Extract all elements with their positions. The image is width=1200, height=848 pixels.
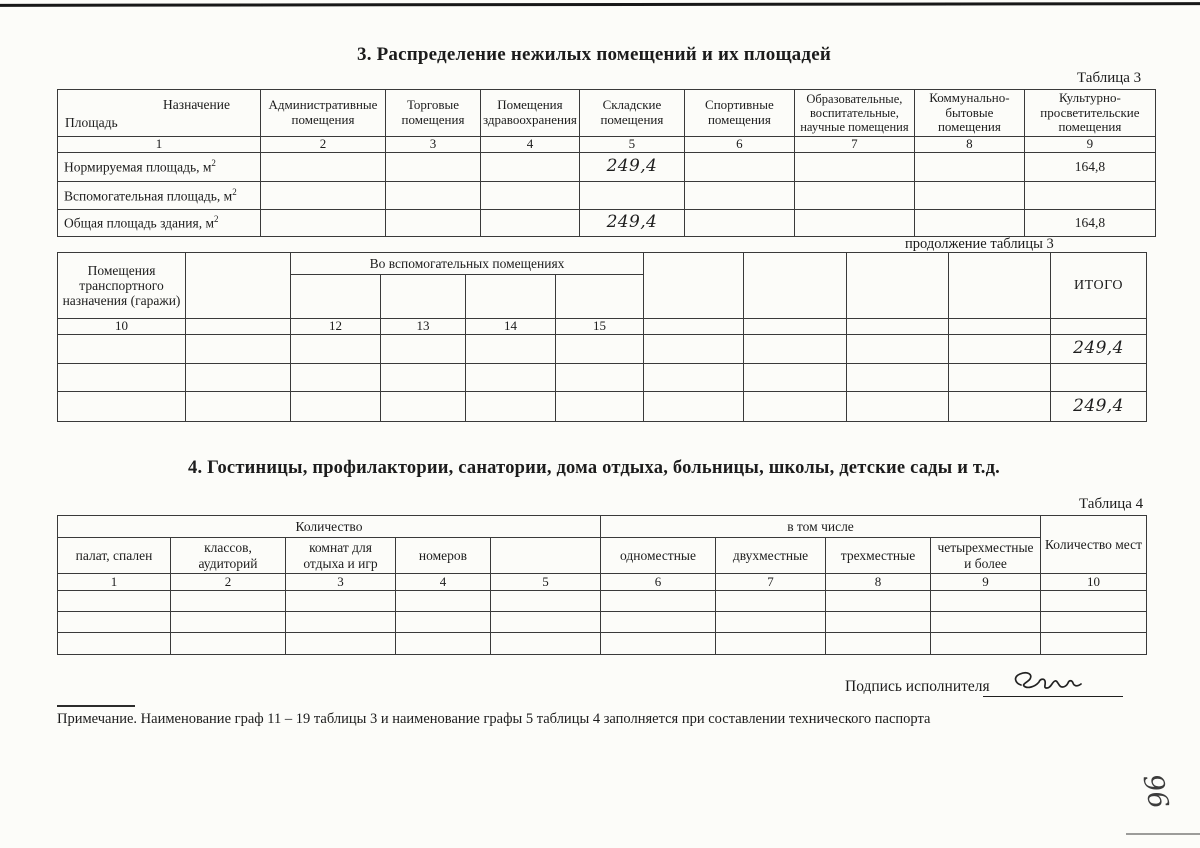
aux-sub-cell	[291, 275, 381, 319]
empty-cell	[481, 152, 580, 181]
empty-cell	[261, 209, 386, 236]
value-kulturno: 164,8	[1024, 152, 1155, 181]
col-number: 8	[826, 574, 931, 591]
col-header-wards: палат, спален	[58, 538, 171, 574]
value-kulturno	[1024, 181, 1155, 209]
signature-field	[983, 668, 1123, 697]
empty-cell	[847, 392, 949, 422]
table3-header-row	[58, 90, 1156, 137]
empty-cell	[684, 181, 794, 209]
empty-cell	[556, 335, 644, 364]
table3-row-obshchaya	[58, 209, 1156, 236]
empty-cell	[58, 591, 171, 612]
table3b-body-row	[58, 364, 1147, 392]
table3-continuation-label: продолжение таблицы 3	[905, 236, 1054, 252]
corner-label-ploshchad: Площадь	[65, 114, 118, 130]
col-header-cultural: Культурно-просветительские помещения	[1024, 90, 1155, 137]
col-number: 10	[58, 319, 186, 335]
row-label-text: Нормируемая площадь, м	[64, 159, 212, 175]
section4-title: 4. Гостиницы, профилактории, санатории, дома отдыха, больницы, школы, детские сады и т.д.	[188, 458, 1000, 478]
col-number: 2	[171, 574, 286, 591]
aux-sub-cell	[556, 275, 644, 319]
empty-cell	[914, 209, 1024, 236]
col-number: 5	[491, 574, 601, 591]
col-number: 3	[386, 137, 481, 153]
empty-cell	[949, 392, 1051, 422]
signature-scribble	[1007, 669, 1091, 695]
section3-title: 3. Распределение нежилых помещений и их площадей	[357, 44, 831, 65]
empty-cell	[58, 612, 171, 633]
col-header-administrative: Административные помещения	[261, 90, 386, 137]
value-itogo-handwritten: 249,4	[1051, 392, 1147, 422]
empty-cell	[914, 181, 1024, 209]
footnote-divider	[57, 705, 135, 707]
table4-body-row	[58, 612, 1147, 633]
corner-label-naznachenie: Назначение	[163, 97, 230, 112]
empty-cell	[847, 364, 949, 392]
scan-edge-artifact-top	[0, 2, 1200, 7]
col-number: 14	[466, 319, 556, 335]
table3-number-row	[58, 137, 1156, 153]
col-number: 6	[684, 137, 794, 153]
empty-cell	[744, 335, 847, 364]
table3-label: Таблица 3	[1077, 70, 1142, 86]
aux-sub-cell	[466, 275, 556, 319]
empty-cell	[794, 209, 914, 236]
group-header-v-tom-chisle: в том числе	[601, 516, 1041, 538]
empty-cell	[171, 612, 286, 633]
row-label-sup: 2	[211, 158, 216, 169]
empty-cell	[286, 633, 396, 655]
col-header-blank	[491, 538, 601, 574]
empty-cell	[381, 392, 466, 422]
col-header-garages: Помещения транспортного назначения (гаражи)	[58, 253, 186, 319]
empty-cell	[481, 209, 580, 236]
empty-cell	[601, 612, 716, 633]
col-number: 2	[261, 137, 386, 153]
table3-distribution	[57, 89, 1156, 237]
empty-cell	[491, 612, 601, 633]
empty-cell	[744, 392, 847, 422]
table4-body-row	[58, 591, 1147, 612]
col-number: 4	[481, 137, 580, 153]
col-number: 12	[291, 319, 381, 335]
col-header-blank	[744, 253, 847, 319]
col-header-rest-rooms: комнат для отдыха и игр	[286, 538, 396, 574]
empty-cell	[601, 633, 716, 655]
table3-row-normiruemaya	[58, 152, 1156, 181]
table4-header-row-2	[58, 538, 1147, 574]
empty-cell	[386, 181, 481, 209]
value-itogo-handwritten: 249,4	[1051, 335, 1147, 364]
row-label-sup: 2	[214, 214, 219, 225]
empty-cell	[291, 392, 381, 422]
value-skladskie-handwritten	[579, 181, 684, 209]
col-header-sport: Спортивные помещения	[684, 90, 794, 137]
table3-row-vspomogatelnaya	[58, 181, 1156, 209]
col-number	[644, 319, 744, 335]
col-number	[847, 319, 949, 335]
row-label-sup: 2	[232, 186, 237, 197]
table4-number-row	[58, 574, 1147, 591]
empty-cell	[58, 392, 186, 422]
col-number: 1	[58, 137, 261, 153]
empty-cell	[466, 364, 556, 392]
table4-header-row-1	[58, 516, 1147, 538]
aux-sub-cell	[381, 275, 466, 319]
empty-cell	[186, 392, 291, 422]
table3-corner-cell	[58, 90, 261, 137]
empty-cell	[684, 209, 794, 236]
empty-cell	[286, 591, 396, 612]
empty-cell	[644, 392, 744, 422]
empty-cell	[261, 181, 386, 209]
empty-cell	[794, 152, 914, 181]
col-header-communal: Коммунально-бытовые помещения	[914, 90, 1024, 137]
row-label	[58, 209, 261, 236]
handwritten-page-number: 96	[1136, 771, 1174, 812]
col-header-places: Количество мест	[1041, 516, 1147, 574]
col-header-classes: классов, аудиторий	[171, 538, 286, 574]
empty-cell	[556, 364, 644, 392]
empty-cell	[601, 591, 716, 612]
col-header-double: двухместные	[716, 538, 826, 574]
empty-cell	[291, 364, 381, 392]
value-kulturno: 164,8	[1024, 209, 1155, 236]
col-number: 7	[794, 137, 914, 153]
col-header-single: одноместные	[601, 538, 716, 574]
col-header-triple: трехместные	[826, 538, 931, 574]
col-number: 4	[396, 574, 491, 591]
empty-cell	[491, 633, 601, 655]
empty-cell	[556, 392, 644, 422]
col-header-rooms: номеров	[396, 538, 491, 574]
value-skladskie-handwritten: 249,4	[579, 209, 684, 236]
footnote-text: Примечание. Наименование граф 11 – 19 таблицы 3 и наименование графы 5 таблицы 4 заполняется при составлении технического паспорта	[57, 711, 931, 727]
empty-cell	[396, 633, 491, 655]
empty-cell	[949, 335, 1051, 364]
col-number	[949, 319, 1051, 335]
empty-cell	[847, 335, 949, 364]
empty-cell	[396, 612, 491, 633]
signature-label: Подпись исполнителя	[845, 678, 990, 695]
table3b-body-row	[58, 392, 1147, 422]
empty-cell	[261, 152, 386, 181]
empty-cell	[386, 152, 481, 181]
col-header-blank	[186, 253, 291, 319]
col-number: 15	[556, 319, 644, 335]
value-itogo-handwritten	[1051, 364, 1147, 392]
table4-label: Таблица 4	[1079, 496, 1144, 512]
empty-cell	[1041, 591, 1147, 612]
col-header-quad: четырехместные и более	[931, 538, 1041, 574]
empty-cell	[684, 152, 794, 181]
col-header-trade: Торговые помещения	[386, 90, 481, 137]
empty-cell	[186, 364, 291, 392]
row-label-text: Общая площадь здания, м	[64, 215, 214, 231]
empty-cell	[396, 591, 491, 612]
empty-cell	[914, 152, 1024, 181]
col-header-auxiliary-group: Во вспомогательных помещениях	[291, 253, 644, 275]
empty-cell	[931, 591, 1041, 612]
col-header-total: ИТОГО	[1051, 253, 1147, 319]
scan-edge-artifact-bottom	[1126, 833, 1200, 835]
empty-cell	[58, 633, 171, 655]
col-number: 5	[579, 137, 684, 153]
col-number: 6	[601, 574, 716, 591]
empty-cell	[286, 612, 396, 633]
table3b-body-row	[58, 335, 1147, 364]
empty-cell	[1041, 612, 1147, 633]
empty-cell	[794, 181, 914, 209]
table3-continuation	[57, 252, 1147, 422]
empty-cell	[826, 591, 931, 612]
empty-cell	[716, 612, 826, 633]
empty-cell	[716, 591, 826, 612]
empty-cell	[826, 633, 931, 655]
empty-cell	[171, 591, 286, 612]
col-number: 13	[381, 319, 466, 335]
col-number	[744, 319, 847, 335]
empty-cell	[58, 335, 186, 364]
col-header-educational: Образовательные, воспитательные, научные помещения	[794, 90, 914, 137]
empty-cell	[716, 633, 826, 655]
empty-cell	[744, 364, 847, 392]
empty-cell	[171, 633, 286, 655]
table3b-number-row	[58, 319, 1147, 335]
col-number: 1	[58, 574, 171, 591]
empty-cell	[491, 591, 601, 612]
row-label	[58, 181, 261, 209]
table4-hotels	[57, 515, 1147, 655]
col-number: 8	[914, 137, 1024, 153]
value-skladskie-handwritten: 249,4	[579, 152, 684, 181]
col-number: 3	[286, 574, 396, 591]
empty-cell	[949, 364, 1051, 392]
col-header-warehouse: Складские помещения	[579, 90, 684, 137]
table3b-header-row-1	[58, 253, 1147, 275]
col-number	[1051, 319, 1147, 335]
col-number: 7	[716, 574, 826, 591]
empty-cell	[466, 392, 556, 422]
empty-cell	[58, 364, 186, 392]
table4-body-row	[58, 633, 1147, 655]
col-number	[186, 319, 291, 335]
empty-cell	[931, 633, 1041, 655]
empty-cell	[644, 335, 744, 364]
empty-cell	[826, 612, 931, 633]
empty-cell	[381, 364, 466, 392]
empty-cell	[931, 612, 1041, 633]
empty-cell	[381, 335, 466, 364]
group-header-kolichestvo: Количество	[58, 516, 601, 538]
empty-cell	[481, 181, 580, 209]
col-number: 9	[931, 574, 1041, 591]
col-number: 9	[1024, 137, 1155, 153]
empty-cell	[1041, 633, 1147, 655]
col-header-health: Помещения здравоохранения	[481, 90, 580, 137]
col-number: 10	[1041, 574, 1147, 591]
empty-cell	[386, 209, 481, 236]
col-header-blank	[949, 253, 1051, 319]
col-header-blank	[644, 253, 744, 319]
empty-cell	[466, 335, 556, 364]
empty-cell	[291, 335, 381, 364]
col-header-blank	[847, 253, 949, 319]
row-label	[58, 152, 261, 181]
empty-cell	[644, 364, 744, 392]
empty-cell	[186, 335, 291, 364]
row-label-text: Вспомогательная площадь, м	[64, 188, 233, 204]
